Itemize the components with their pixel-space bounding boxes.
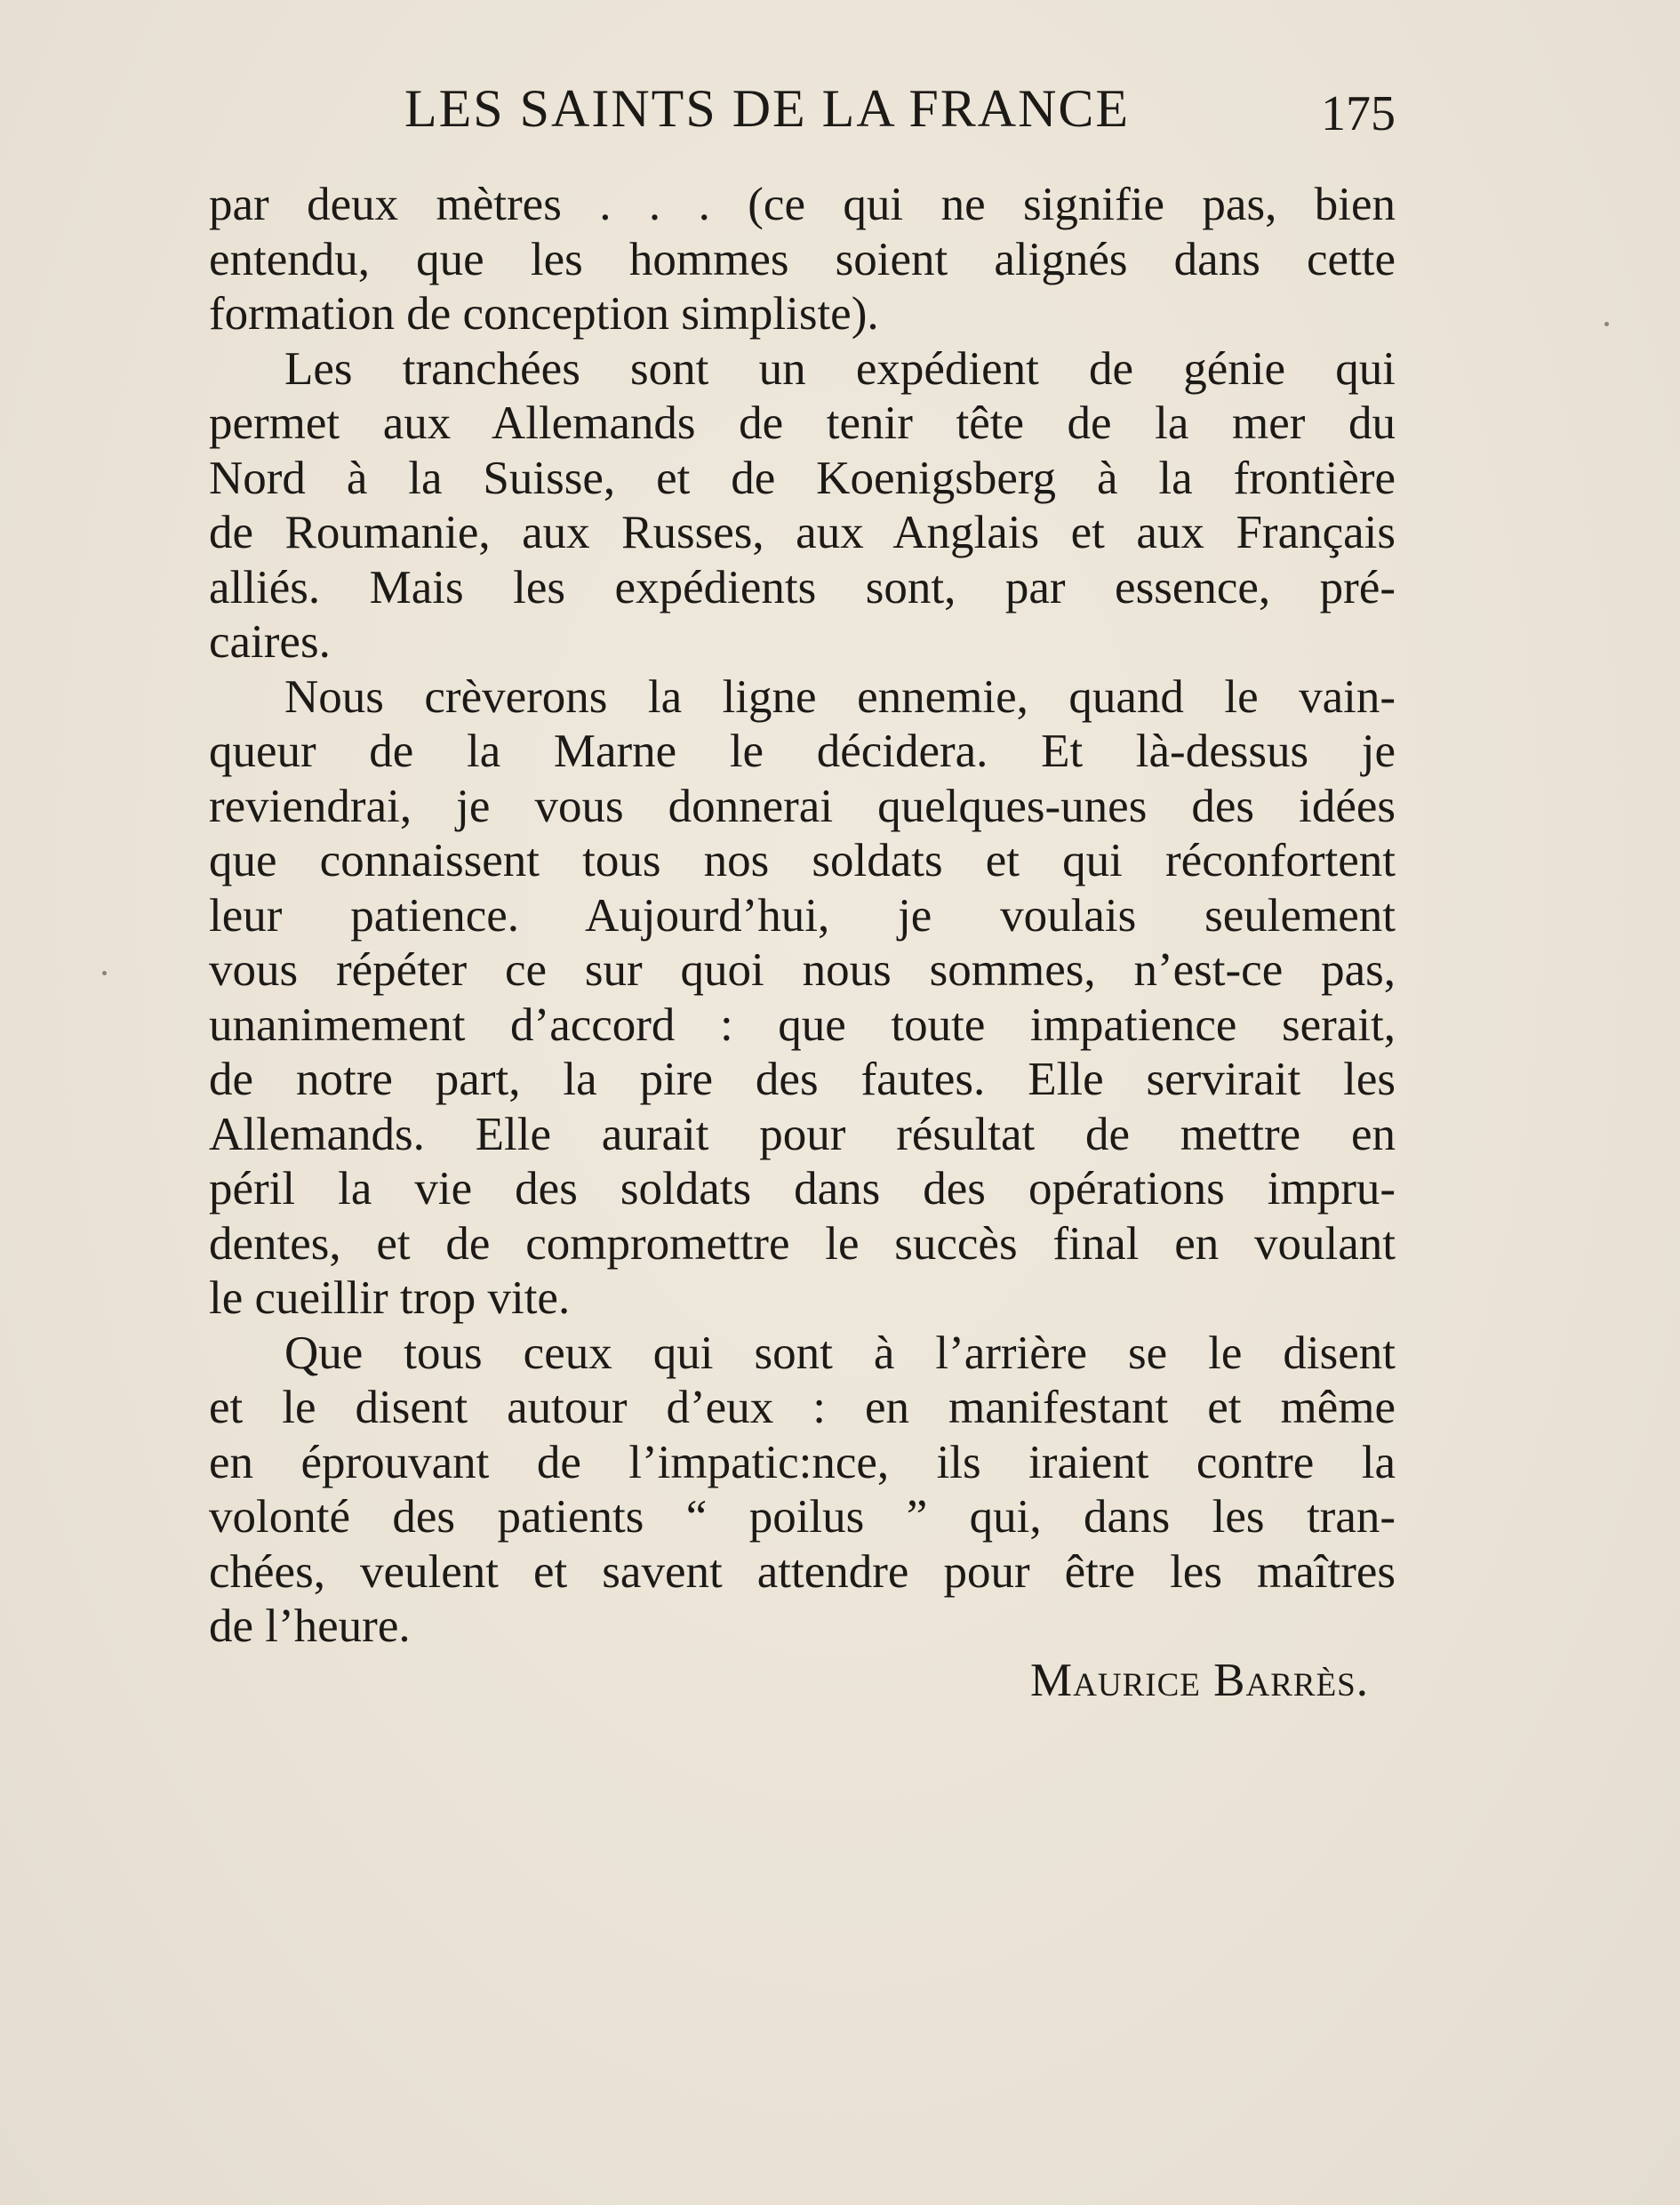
page-number: 175 <box>1321 86 1396 141</box>
text-line: Les tranchées sont un expédient de génie qui <box>284 342 1396 395</box>
text-line: leur patience. Aujourd’hui, je voulais seulement <box>209 889 1396 942</box>
text-line: de l’heure. <box>209 1600 411 1652</box>
text-line: chées, veulent et savent attendre pour être les maîtres <box>209 1545 1396 1598</box>
text-line: reviendrai, je vous donnerai quelques-unes des idées <box>209 780 1396 832</box>
text-line: péril la vie des soldats dans des opérations impru- <box>209 1163 1396 1215</box>
text-line: en éprouvant de l’impatic:nce, ils iraient contre la <box>209 1436 1396 1488</box>
paper-speck <box>102 971 107 975</box>
text-line: vous répéter ce sur quoi nous sommes, n’est-ce pas, <box>209 944 1396 996</box>
text-line: formation de conception simpliste). <box>209 288 879 340</box>
text-line: Nord à la Suisse, et de Koenigsberg à la frontière <box>209 452 1396 504</box>
text-line: et le disent autour d’eux : en manifestant et même <box>209 1382 1396 1433</box>
body-text <box>209 178 1396 1655</box>
text-line: dentes, et de compromettre le succès final en voulant <box>209 1217 1396 1270</box>
paragraph-2 <box>209 342 1396 670</box>
text-line: de Roumanie, aux Russes, aux Anglais et aux Français <box>209 507 1396 558</box>
text-line: entendu, que les hommes soient alignés dans cette <box>209 233 1396 285</box>
paragraph-4 <box>209 1327 1396 1655</box>
text-line: permet aux Allemands de tenir tête de la mer du <box>209 397 1396 449</box>
text-line: volonté des patients “ poilus ” qui, dans les tran- <box>209 1491 1396 1543</box>
text-line: que connaissent tous nos soldats et qui réconfortent <box>209 835 1396 886</box>
text-line: unanimement d’accord : que toute impatience serait, <box>209 998 1396 1051</box>
text-line: de notre part, la pire des fautes. Elle servirait les <box>209 1054 1396 1105</box>
running-title: LES SAINTS DE LA FRANCE <box>404 79 1131 138</box>
text-line: queur de la Marne le décidera. Et là-dessus je <box>209 726 1396 777</box>
text-line: Allemands. Elle aurait pour résultat de mettre en <box>209 1108 1396 1160</box>
paragraph-1 <box>209 178 1396 342</box>
running-head <box>209 78 1396 149</box>
text-line: le cueillir trop vite. <box>209 1272 571 1324</box>
text-line: par deux mètres . . . (ce qui ne signifie pas, bien <box>209 179 1396 230</box>
author-signature: Maurice Barrès. <box>1030 1655 1369 1706</box>
text-line: alliés. Mais les expédients sont, par essence, pré- <box>209 561 1396 613</box>
text-line: Nous crèverons la ligne ennemie, quand le vain- <box>284 670 1396 723</box>
text-line: caires. <box>209 616 331 668</box>
paper-speck <box>1604 322 1609 326</box>
paragraph-3 <box>209 670 1396 1327</box>
text-line: Que tous ceux qui sont à l’arrière se le disent <box>284 1327 1396 1379</box>
